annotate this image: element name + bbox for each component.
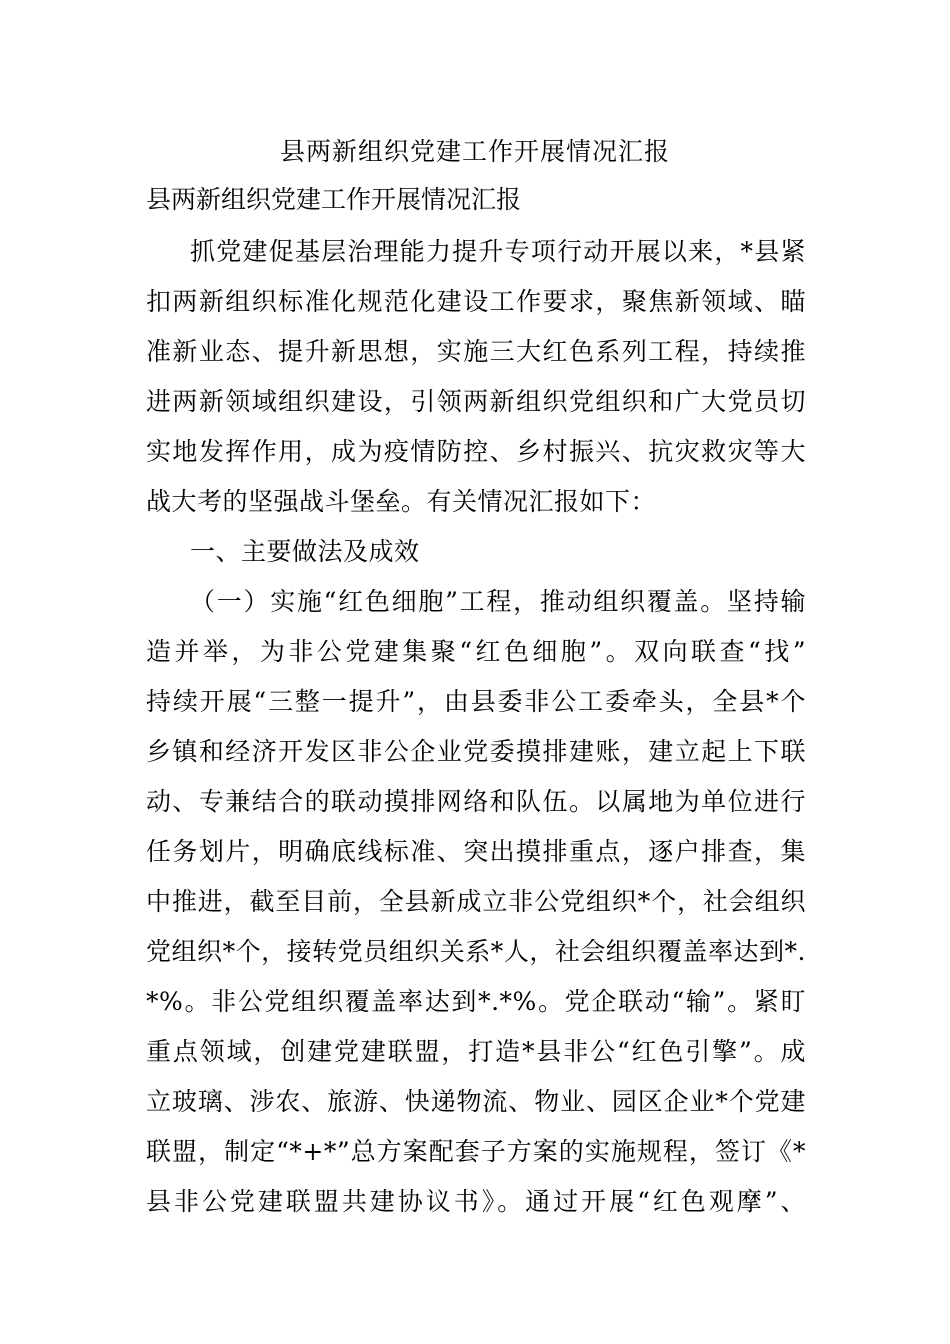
body-line: 造并举，为非公党建集聚“红色细胞”。双向联查“找” [146, 637, 806, 666]
document-title: 县两新组织党建工作开展情况汇报 [279, 137, 670, 166]
document-body [146, 232, 806, 1232]
body-line: 重点领域，创建党建联盟，打造*县非公“红色引擎”。成 [146, 1037, 806, 1066]
body-line: 中推进，截至目前，全县新成立非公党组织*个，社会组织 [146, 887, 806, 916]
body-line: 立玻璃、涉农、旅游、快递物流、物业、园区企业*个党建 [146, 1087, 806, 1116]
body-line: 进两新领域组织建设，引领两新组织党组织和广大党员切 [146, 387, 806, 416]
body-line: 扣两新组织标准化规范化建设工作要求，聚焦新领域、瞄 [146, 287, 806, 316]
body-line: （一）实施“红色细胞”工程，推动组织覆盖。坚持输 [190, 587, 806, 616]
body-line: 动、专兼结合的联动摸排网络和队伍。以属地为单位进行 [146, 787, 806, 816]
body-line: 党组织*个，接转党员组织关系*人，社会组织覆盖率达到*. [146, 937, 806, 966]
body-line: 乡镇和经济开发区非公企业党委摸排建账，建立起上下联 [146, 737, 806, 766]
body-line: 实地发挥作用，成为疫情防控、乡村振兴、抗灾救灾等大 [146, 437, 806, 466]
body-line: 任务划片，明确底线标准、突出摸排重点，逐户排查，集 [146, 837, 806, 866]
body-line: 抓党建促基层治理能力提升专项行动开展以来，*县紧 [190, 237, 806, 266]
body-line: 战大考的坚强战斗堡垒。有关情况汇报如下： [146, 487, 657, 516]
body-line: 联盟，制定“*+*”总方案配套子方案的实施规程，签订《* [146, 1137, 806, 1166]
body-line: *%。非公党组织覆盖率达到*.*%。党企联动“输”。紧盯 [146, 987, 806, 1016]
body-line: 县非公党建联盟共建协议书》。通过开展“红色观摩”、 [146, 1187, 806, 1216]
body-line: 准新业态、提升新思想，实施三大红色系列工程，持续推 [146, 337, 806, 366]
body-line: 持续开展“三整一提升”，由县委非公工委牵头，全县*个 [146, 687, 806, 716]
section-heading: 一、主要做法及成效 [190, 537, 420, 566]
document-subtitle: 县两新组织党建工作开展情况汇报 [146, 185, 522, 214]
